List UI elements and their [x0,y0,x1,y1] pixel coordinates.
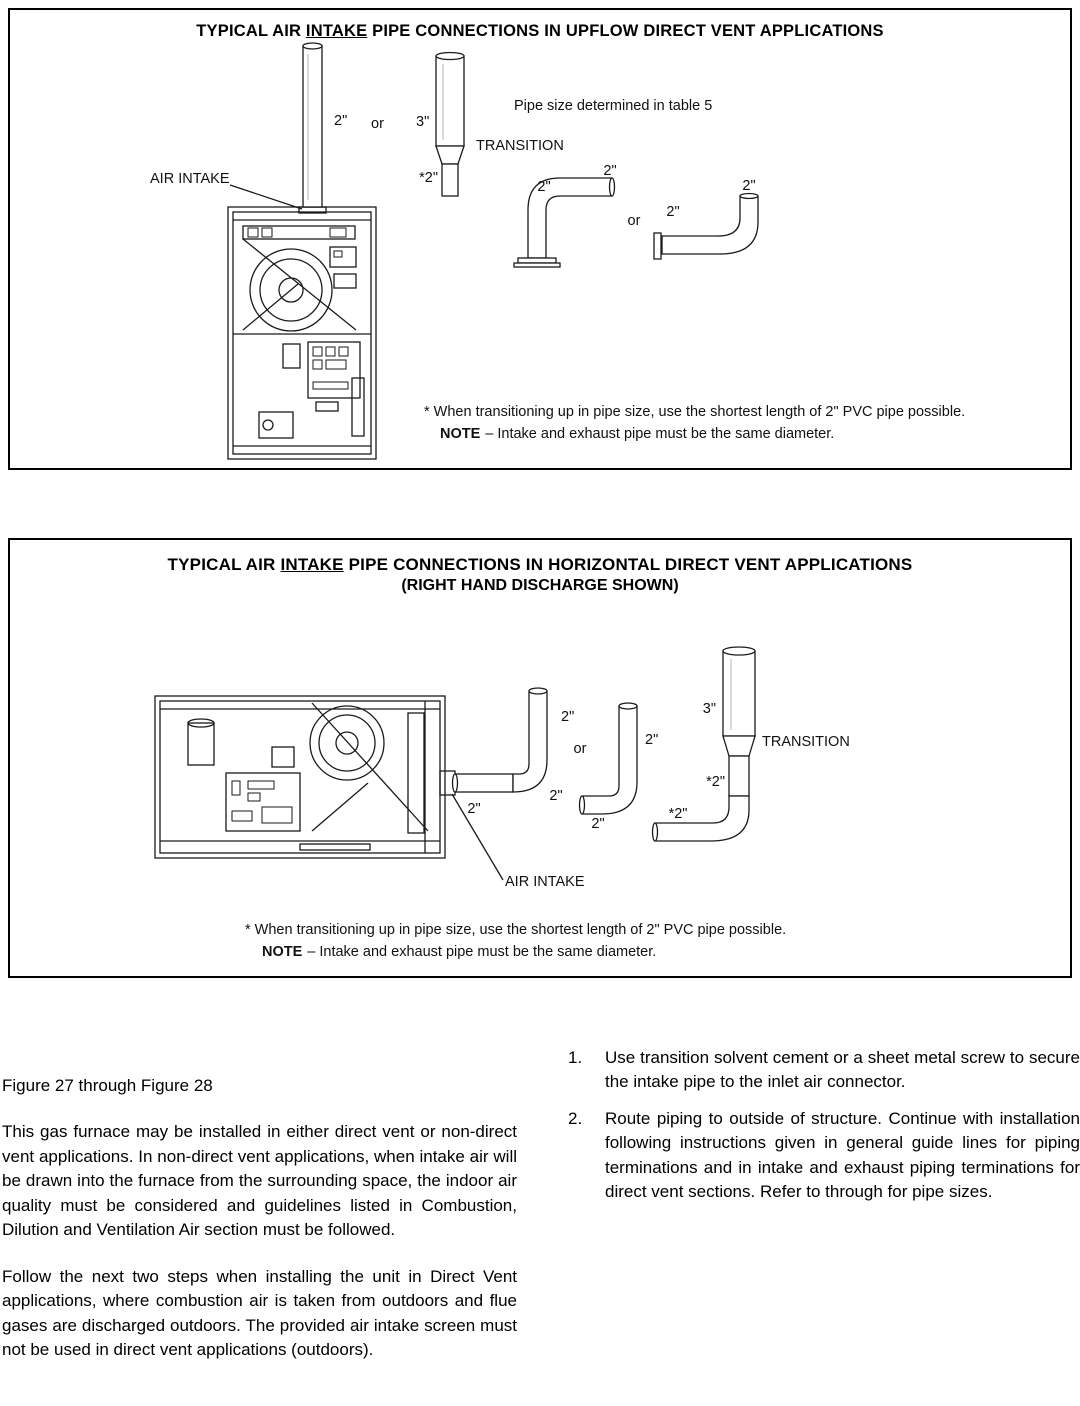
figure-horizontal-box [8,538,1072,978]
elbow1-out-label: 2" [603,163,617,179]
elbow2-vert-label: 2" [645,732,659,748]
elbow-up-option-2 [580,703,638,814]
title-intake-underlined: INTAKE [305,22,368,40]
title-post: PIPE CONNECTIONS IN UPFLOW DIRECT VENT APPLICATIONS [367,22,884,40]
figure-caption: Figure 27 through Figure 28 [2,1076,213,1095]
figure-horizontal-title [10,540,1070,576]
body-text-section [0,1046,1080,1385]
size-2-label: 2" [334,113,348,129]
note-bold: NOTE [262,944,303,960]
upflow-diagram [10,42,1070,460]
elbow2-top-label: 2" [742,178,756,194]
right-column [568,1046,1080,1385]
furnace-horizontal-drawing [155,696,455,858]
transition-pipe-3in [436,53,464,197]
figure-upflow-box [8,8,1072,470]
title-intake-underlined: INTAKE [280,555,344,574]
list-item-2-number: 2. [568,1108,583,1128]
elbow1-in-label: 2" [549,788,563,804]
note-text: – Intake and exhaust pipe must be the same diameter. [307,944,657,960]
list-item-1 [568,1046,1080,1095]
upflow-note-line [440,426,834,442]
intake-pipe-2in [303,43,322,207]
transition-label: TRANSITION [476,138,564,154]
figure-upflow-title [10,10,1070,42]
stub-2-label: 2" [467,801,481,817]
paragraph-follow-steps: Follow the next two steps when installing the unit in Direct Vent applications, where combustion air is taken from outdoors and flue gases are discharged outdoors. The provided air intake screen must not be used in direct vent applications (outdoors). [2,1266,517,1360]
star-2-lower-label: *2" [668,806,688,822]
elbow2-in-label: 2" [666,204,680,220]
transition-label: TRANSITION [762,734,850,750]
title-pre: TYPICAL AIR [196,22,306,40]
title-post: PIPE CONNECTIONS IN HORIZONTAL DIRECT VENT APPLICATIONS [343,555,913,574]
paragraph-direct-vent: This gas furnace may be installed in either direct vent or non-direct vent applications. In non-direct vent applications, when intake air will be drawn into the furnace from the surrounding space, the indoor air quality must be considered and guidelines listed in Combustion, Dilution and Ventilation Air section must be followed. [2,1122,517,1240]
list-item-2 [568,1107,1080,1205]
air-intake-label: AIR INTAKE [505,874,585,890]
left-column [2,1046,517,1385]
size-3-label: 3" [416,114,430,130]
elbow-option-1 [514,178,615,267]
list-item-2-text: Route piping to outside of structure. Continue with installation following instructions given in general guide lines for piping terminations and in intake and exhaust piping terminations for direct vent sections. Refer to through for pipe sizes. [605,1108,1080,1202]
elbow2-h-label: 2" [591,816,605,832]
air-intake-label: AIR INTAKE [150,171,230,187]
or-label: or [371,116,384,132]
intake-stub-pipe [453,774,514,792]
elbow1-vert-label: 2" [561,709,575,725]
figure-horizontal-subtitle: (RIGHT HAND DISCHARGE SHOWN) [401,577,679,594]
title-pre: TYPICAL AIR [167,555,281,574]
horizontal-diagram [10,596,1070,968]
horizontal-note-line [262,944,656,960]
air-intake-leader [230,185,302,209]
star-2-label: *2" [419,170,438,186]
pipe-size-note-label: Pipe size determined in table 5 [514,98,713,114]
size-3-label: 3" [702,701,716,717]
horizontal-footnote: * When transitioning up in pipe size, use the shortest length of 2" PVC pipe possible. [245,922,787,938]
or-elbows-label: or [627,213,641,229]
or-label: or [573,741,587,757]
elbow-up-option-1 [513,688,547,792]
furnace-upflow-drawing [228,207,376,459]
list-item-1-number: 1. [568,1048,583,1067]
note-text: – Intake and exhaust pipe must be the same diameter. [485,426,835,442]
note-bold: NOTE [440,426,481,442]
list-item-1-text: Use transition solvent cement or a sheet metal screw to secure the intake pipe to the inlet air connector. [605,1048,1080,1092]
upflow-footnote: * When transitioning up in pipe size, use the shortest length of 2" PVC pipe possible. [424,404,966,420]
elbow1-top-label: 2" [537,179,551,195]
star-2-upper-label: *2" [706,774,725,790]
